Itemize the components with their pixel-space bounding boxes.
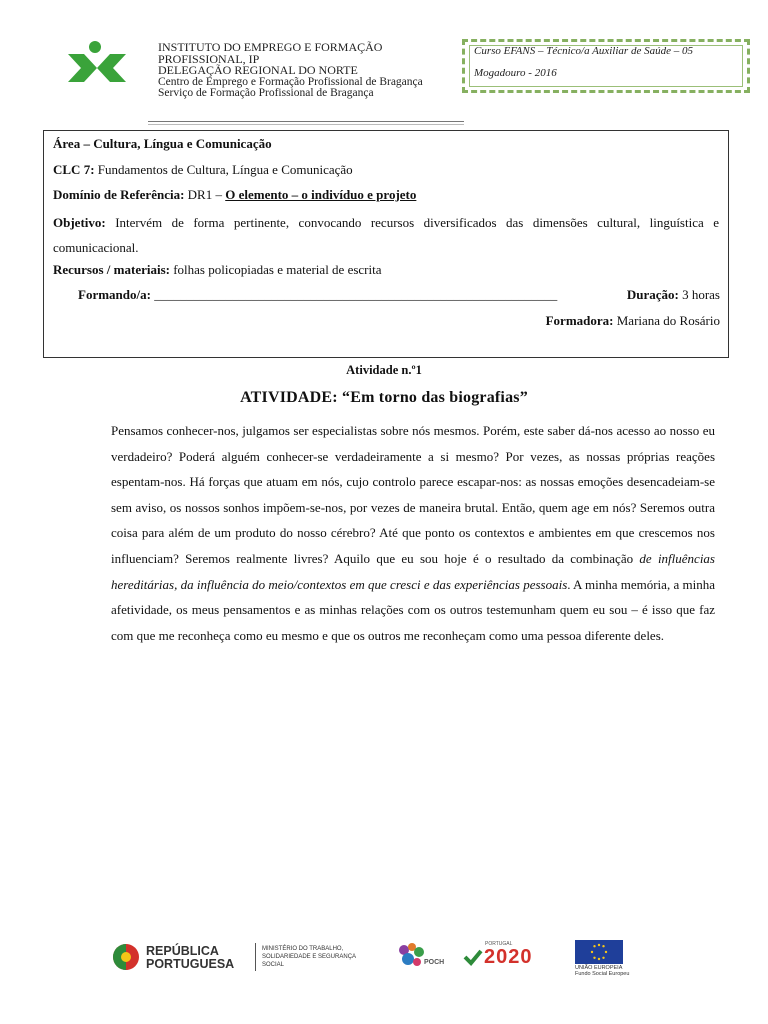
republica-line: REPÚBLICA	[146, 944, 219, 958]
course-name: Curso EFANS – Técnico/a Auxiliar de Saúde – 05	[474, 45, 693, 57]
clc-row	[53, 162, 353, 178]
year-2020-logo: 2020	[484, 946, 533, 968]
header-divider	[148, 121, 464, 122]
eu-line: UNIÃO EUROPEIA	[575, 965, 623, 971]
ministry-line: SOCIAL	[262, 962, 285, 968]
institute-line: INSTITUTO DO EMPREGO E FORMAÇÃO	[158, 40, 383, 54]
paragraph-text: . A minha memória, a minha afetividade, os meus pensamentos e as minhas relações com os outros testemunham quem eu sou – é isso que faz com que me reconheça como eu mesmo e que os outros me reconheçam como uma pessoa diferente deles.	[111, 576, 715, 643]
portugal-label: PORTUGAL	[485, 941, 513, 947]
portugal-2020-mark-icon	[463, 947, 483, 967]
eu-line: Fundo Social Europeu	[575, 971, 630, 977]
clc-label: CLC 7:	[53, 162, 95, 177]
resources-row	[53, 262, 382, 278]
objective-value: Intervém de forma pertinente, convocando recursos diversificados das dimensões cultural, linguística e comunicacional.	[53, 215, 720, 255]
area-heading: Área – Cultura, Língua e Comunicação	[53, 136, 272, 151]
trainer-value: Mariana do Rosário	[616, 313, 720, 328]
iefp-logo	[64, 40, 130, 90]
ministry-logo-text	[262, 945, 356, 969]
paragraph-text: Pensamos conhecer-nos, julgamos ser especialistas sobre nós mesmos. Porém, este saber dá-nos acesso ao nosso eu verdadeiro? Poderá alguém conhecer-se verdadeiramente a si mesmo? Por vezes, as nossas próprias reações espentam-nos. Há forças que atuam em nós, cujo controlo parece escapar-nos: as nossas emoções desencadeiam-se sem aviso, os nossos sonhos impõem-se-nos, por vezes de maneira brutal. Então, quem age em nós? Seremos outra coisa para além de um produto do nosso cérebro? Até que ponto os contextos e ambientes em que crescemos nos influenciam? Seremos realmente livres? Aquilo que eu sou hoje é o resultado da combinação	[111, 423, 715, 566]
activity-title: ATIVIDADE: “Em torno das biografias”	[240, 389, 528, 406]
domain-row	[53, 187, 416, 203]
activity-paragraph	[111, 418, 715, 648]
duration-value: 3 horas	[682, 287, 720, 302]
domain-value: O elemento – o indivíduo e projeto	[225, 187, 417, 202]
republica-line: PORTUGUESA	[146, 957, 235, 971]
ministry-line: MINISTÉRIO DO TRABALHO,	[262, 946, 344, 952]
footer-divider	[255, 943, 256, 971]
trainer-row	[420, 313, 720, 329]
resources-label: Recursos / materiais:	[53, 262, 170, 277]
duration-row	[560, 287, 720, 303]
domain-code: DR1 –	[187, 187, 222, 202]
duration-label: Duração:	[626, 287, 679, 302]
institute-line: DELEGAÇÃO REGIONAL DO NORTE	[158, 63, 358, 78]
objective-label: Objetivo:	[53, 215, 106, 230]
institute-line: Centro de Emprego e Formação Profissional de Bragança	[158, 75, 423, 88]
footer-logos	[108, 937, 648, 977]
activity-number: Atividade n.º1	[346, 363, 422, 377]
eu-logo-text	[575, 965, 629, 977]
institute-line: Serviço de Formação Profissional de Bragança	[158, 87, 374, 100]
trainee-row	[78, 287, 578, 303]
trainee-line: ______________________________________________________________	[154, 287, 558, 302]
institute-block	[158, 42, 458, 100]
eu-flag-icon	[575, 940, 623, 964]
ministry-line: SOLIDARIEDADE E SEGURANÇA	[262, 954, 357, 960]
domain-label: Domínio de Referência:	[53, 187, 185, 202]
objective-row	[53, 210, 719, 260]
trainer-label: Formadora:	[545, 313, 614, 328]
institute-line: PROFISSIONAL, IP	[158, 51, 260, 66]
course-location: Mogadouro - 2016	[474, 67, 557, 79]
header-divider	[148, 124, 464, 125]
clc-value: Fundamentos de Cultura, Língua e Comunicação	[97, 162, 353, 177]
paragraph-italic-text: de influências hereditárias, da influência do meio/contextos em que cresci e das experiências pessoais	[111, 550, 715, 592]
poch-logo-icon	[395, 941, 429, 971]
republica-logo-text	[146, 945, 234, 971]
trainee-label: Formando/a:	[78, 287, 151, 302]
portugal-flag-icon	[112, 943, 140, 971]
poch-label: POCH	[424, 959, 445, 966]
resources-value: folhas policopiadas e material de escrita	[173, 262, 382, 277]
